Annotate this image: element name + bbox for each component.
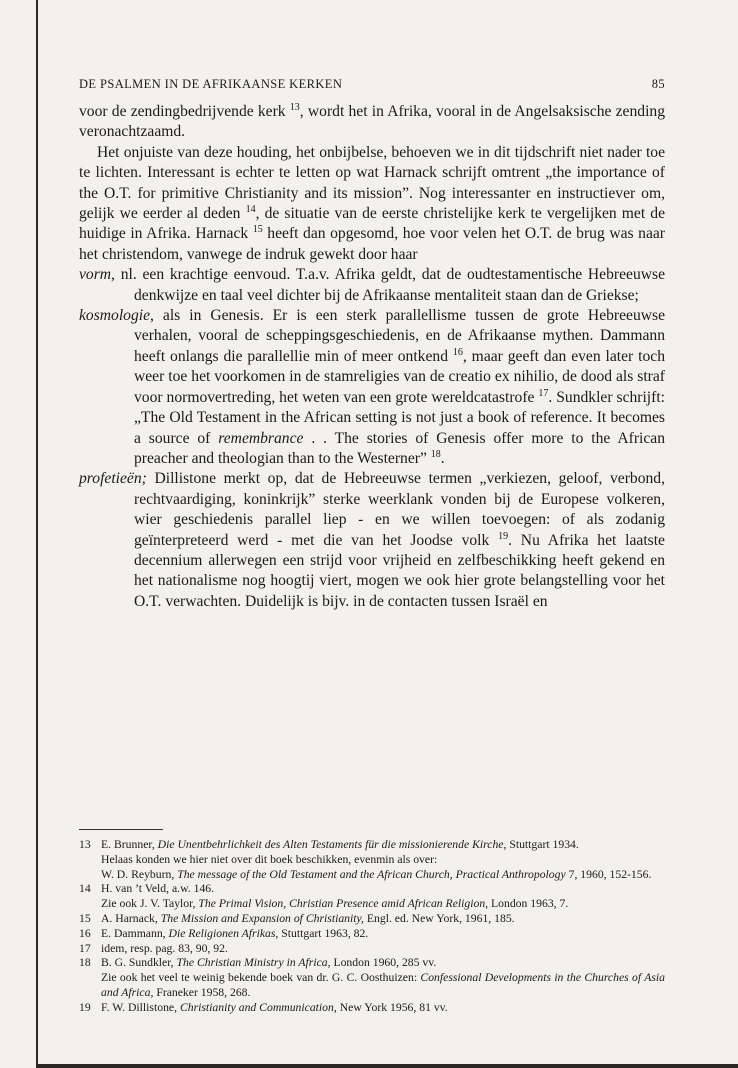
footnote-17 [79,942,665,957]
text-run: , wordt het in Afrika, vooral in de Angelsaksische zending veronachtzaamd. [79,103,665,141]
text-run: F. W. Dillistone, [101,1000,180,1014]
running-head-title: DE PSALMEN IN DE AFRIKAANSE KERKEN [79,77,343,91]
text-run: , maar geeft dan even later toch weer toe het voorkomen in de stamreligies van de creatio ex nihilio, de dood als straf voor normovertreding, het weten van een grote wereldcatastrofe [134,347,665,406]
scan-left-edge [36,0,38,1068]
text-run: . . The stories of Genesis offer more to the African preacher and theologian than to the Westerner” [134,429,665,467]
text-run: als in Genesis. Er is een sterk parallellisme tussen de grote Hebreeuwse verhalen, vooral de scheppingsgeschiedenis, en de Afrikaanse mythen. Dammann heeft onlangs die parallellie min of meer ontkend [134,307,665,365]
text-run: . [440,449,445,467]
body-text [79,102,665,612]
footnote-13 [79,838,665,882]
emphasis-remembrance: remembrance [218,429,304,447]
text-run: Het onjuiste van deze houding, het onbijbelse, behoeven we in dit tijdschrift niet nader toe te lichten. Interessant is echter te letten op wat Harnack schrijft omtrent „the importance of the O.T. for primitive Christianity and its mission”. Nog interessanter en instructiever om, gelijk we eerder al deden [79,143,665,223]
text-run: Stuttgart 1934. [506,838,579,851]
text-run: E. Brunner, [101,838,158,851]
text-run: Engl. ed. New York, 1961, 185. [363,911,515,925]
text-run: B. G. Sundkler, [101,956,177,970]
paragraph-2 [79,143,665,265]
citation-title: Christianity and Communication, [179,1000,337,1014]
term-kosmologie: kosmologie, [79,307,154,325]
term-profetieen: profetieën; [79,470,147,488]
footnote-ref-17: 17 [538,387,549,399]
footnote-ref-18: 18 [430,448,441,460]
running-head [79,77,665,92]
footnote-ref-14: 14 [245,203,256,215]
text-run: Franeker 1958, 268. [153,985,251,999]
footnote-number: 16 [79,926,91,940]
text-run: . Sundkler schrijft: „The Old Testament in the African setting is not just a book of reference. It becomes a source of [134,388,665,447]
text-run: Stuttgart 1963, 82. [278,926,369,940]
citation-title: Confessional Developments in the Churches of Asia and Africa, [101,971,666,999]
citation-title: The Christian Ministry in Africa, [176,956,331,970]
citation-title: Die Religionen Afrikas, [168,926,279,940]
text-run: . Nu Afrika het laatste decennium allerwegen een strijd voor vrijheid en zelfbeschikking heeft gekend en het nationalisme nog hoogtij viert, mogen we ook hier grote belangstelling voor het O.T. verwachten. Duidelijk is bijv. in de contacten tussen Israël en [134,531,665,610]
footnote-number: 17 [79,941,91,955]
text-run: Helaas konden we hier niet over dit boek beschikken, evenmin als over: [101,852,438,866]
text-run: Zie ook J. V. Taylor, [101,897,199,911]
footnote-ref-19: 19 [498,530,509,542]
text-run: London 1963, 7. [488,897,569,911]
footnote-rule [79,829,163,830]
footnote-ref-13: 13 [289,101,300,113]
footnote-number: 15 [79,911,91,925]
text-run: Zie ook het veel te weinig bekende boek van dr. G. C. Oosthuizen: [101,971,421,985]
text-run: 7, 1960, 152-156. [565,867,652,881]
text-run: E. Dammann, [101,926,169,940]
term-vorm: vorm, [79,266,115,284]
footnote-15 [79,912,665,927]
text-run: nl. een krachtige eenvoud. T.a.v. Afrika geldt, dat de oudtestamentische Hebreeuwse denkwijze en taal veel dichter bij de Afrikaanse mentaliteit staan dan de Griekse; [114,266,665,304]
text-run: A. Harnack, [101,911,161,925]
footnote-number: 13 [79,838,91,851]
footnote-18 [79,956,665,1000]
text-run: heeft dan opgesomd, hoe voor velen het O.T. de brug was naar het christendom, vanwege de indruk gewekt door haar [79,225,665,263]
footnote-14 [79,882,665,912]
page-number: 85 [651,77,665,91]
citation-title: The message of the Old Testament and the African Church, Practical Anthropology [177,867,566,881]
text-run: voor de zendingbedrijvende kerk [79,103,290,120]
footnote-number: 18 [79,956,91,970]
item-profetieen [79,469,665,612]
footnote-ref-15: 15 [252,224,263,236]
scan-bottom-edge [36,1064,738,1068]
text-run: London 1960, 285 vv. [330,956,437,970]
citation-title: Die Unentbehrlichkeit des Alten Testaments für die missionierende Kirche, [157,838,507,851]
text-run: H. van ’t Veld, a.w. 146. [101,882,215,896]
item-vorm [79,265,665,306]
text-run: Dillistone merkt op, dat de Hebreeuwse termen „verkiezen, geloof, verbond, rechtvaardiging, koninkrijk” sterke weerklank vonden bij de Europese volkeren, wier geschiedenis parallel liep - en we willen toevoegen: of als zodanig geïnterpreteerd werd - met die van het Joodse volk [134,470,665,549]
text-run: W. D. Reyburn, [101,867,178,881]
footnote-19 [79,1001,665,1016]
footnote-number: 14 [79,882,91,896]
footnote-16 [79,927,665,942]
footnote-ref-16: 16 [452,346,463,358]
footnotes [79,838,665,1016]
citation-title: The Primal Vision, Christian Presence amid African Religion, [198,897,489,911]
text-run: idem, resp. pag. 83, 90, 92. [101,941,228,955]
item-kosmologie [79,306,665,469]
paragraph-1 [79,102,665,143]
text-run: New York 1956, 81 vv. [336,1000,448,1014]
text-run: , de situatie van de eerste christelijke kerk te vergelijken met de huidige in Afrika. Harnack [79,205,665,243]
citation-title: The Mission and Expansion of Christianity, [160,911,364,925]
footnote-number: 19 [79,1000,91,1014]
